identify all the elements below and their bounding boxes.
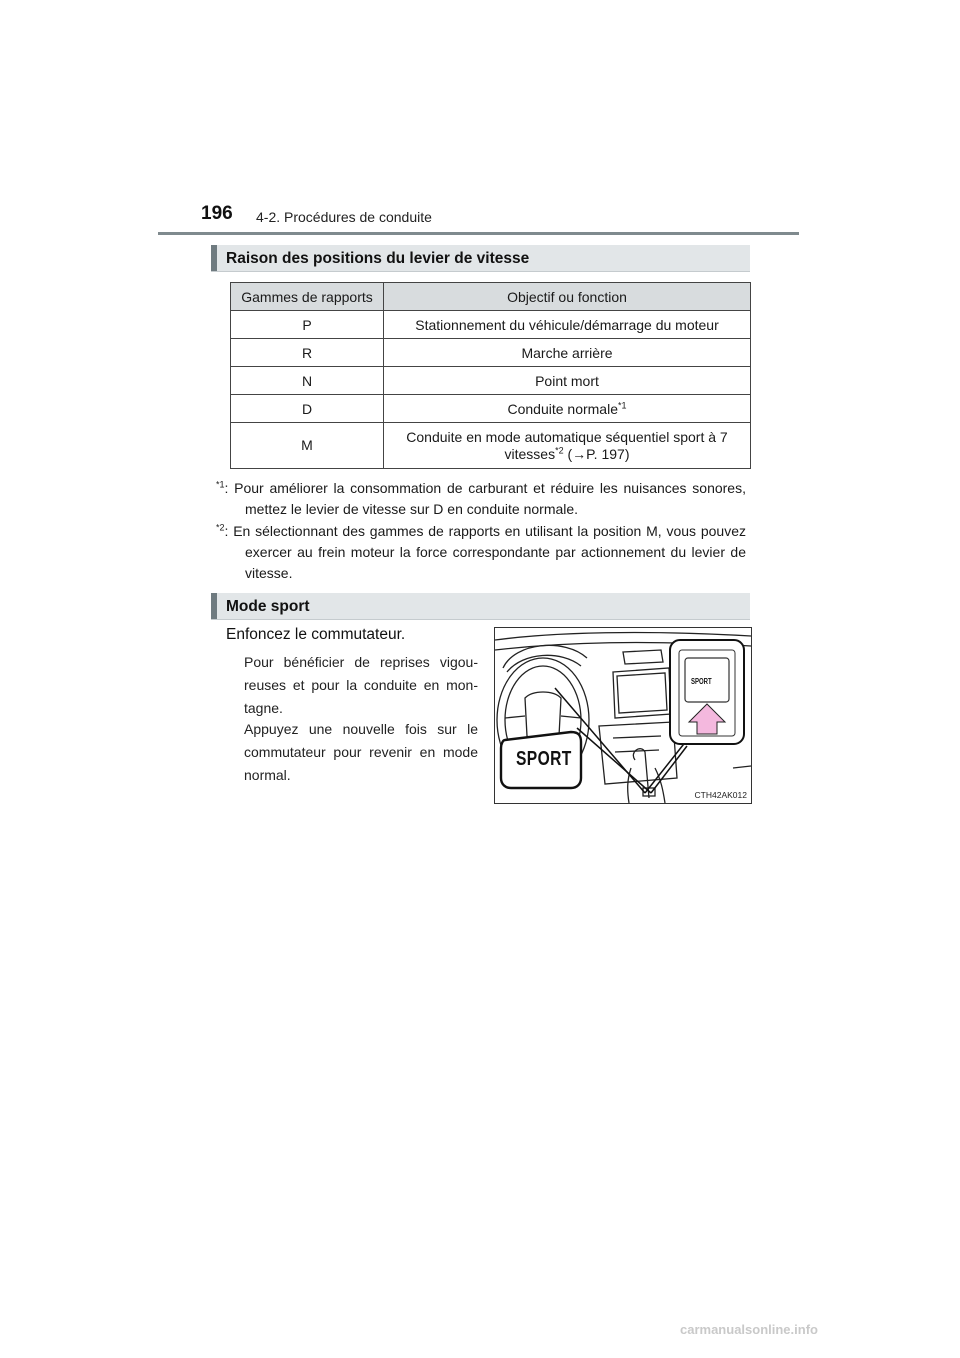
gear-cell: R <box>231 339 384 367</box>
function-text-line2: vitesses <box>504 445 556 462</box>
table-row <box>231 395 751 423</box>
footnote-body <box>216 478 746 520</box>
gear-cell: N <box>231 367 384 395</box>
footnote-ref: *1 <box>618 399 627 410</box>
sport-callout-label: SPORT <box>516 748 572 770</box>
figure-code: CTH42AK012 <box>694 790 747 800</box>
table-header-row <box>231 283 751 311</box>
function-text: Conduite normale <box>507 400 618 417</box>
gear-cell: D <box>231 395 384 423</box>
footnote-ref: *2 <box>555 444 564 455</box>
description-paragraph: Appuyez une nouvelle fois sur le commutateur pour revenir en mode normal. <box>244 721 478 783</box>
table-row <box>231 423 751 469</box>
footnote-2 <box>216 521 746 584</box>
description-paragraph: Pour bénéficier de reprises vigou-reuses et pour la conduite en mon-tagne. <box>244 654 478 716</box>
section-heading-sport-mode <box>211 593 750 620</box>
section-heading-text: Raison des positions du levier de vitesse <box>226 250 530 267</box>
sport-button-label: SPORT <box>691 677 712 686</box>
footnote-body <box>216 521 746 584</box>
function-cell <box>384 395 751 423</box>
footnote-1 <box>216 478 746 520</box>
table-row <box>231 339 751 367</box>
function-cell: Marche arrière <box>384 339 751 367</box>
page-reference-link[interactable]: (→P. 197) <box>567 445 630 462</box>
column-header-gear: Gammes de rapports <box>231 283 384 311</box>
header-rule <box>158 232 799 235</box>
section-heading-bar <box>211 593 217 619</box>
gear-cell: M <box>231 423 384 469</box>
section-heading-gear-positions <box>211 245 750 272</box>
chapter-title: 4-2. Procédures de conduite <box>256 209 432 225</box>
function-cell: Point mort <box>384 367 751 395</box>
footnote-text: : En sélectionnant des gammes de rapports en utilisant la position M, vous pouvez exercer au frein moteur la force correspondante par actionnement du levier de vitesse. <box>224 523 746 581</box>
footnote-mark: *2 <box>216 522 225 533</box>
section-heading-text: Mode sport <box>226 598 310 615</box>
column-header-function: Objectif ou fonction <box>384 283 751 311</box>
watermark: carmanualsonline.info <box>680 1322 818 1337</box>
table-row <box>231 367 751 395</box>
function-cell: Stationnement du véhicule/démarrage du moteur <box>384 311 751 339</box>
function-cell <box>384 423 751 469</box>
footnote-mark: *1 <box>216 479 225 490</box>
gear-range-table <box>230 282 751 469</box>
function-text-line1: Conduite en mode automatique séquentiel sport à 7 <box>406 428 728 445</box>
footnote-text: : Pour améliorer la consommation de carburant et réduire les nuisances sonores, mettez le levier de vitesse sur D en conduite normale. <box>224 480 746 517</box>
dashboard-drawing <box>495 628 751 803</box>
table-row <box>231 311 751 339</box>
gear-cell: P <box>231 311 384 339</box>
page-number: 196 <box>201 203 233 224</box>
instruction-text: Enfoncez le commutateur. <box>226 626 406 643</box>
dashboard-illustration <box>494 627 752 804</box>
section-heading-bar <box>211 245 217 271</box>
